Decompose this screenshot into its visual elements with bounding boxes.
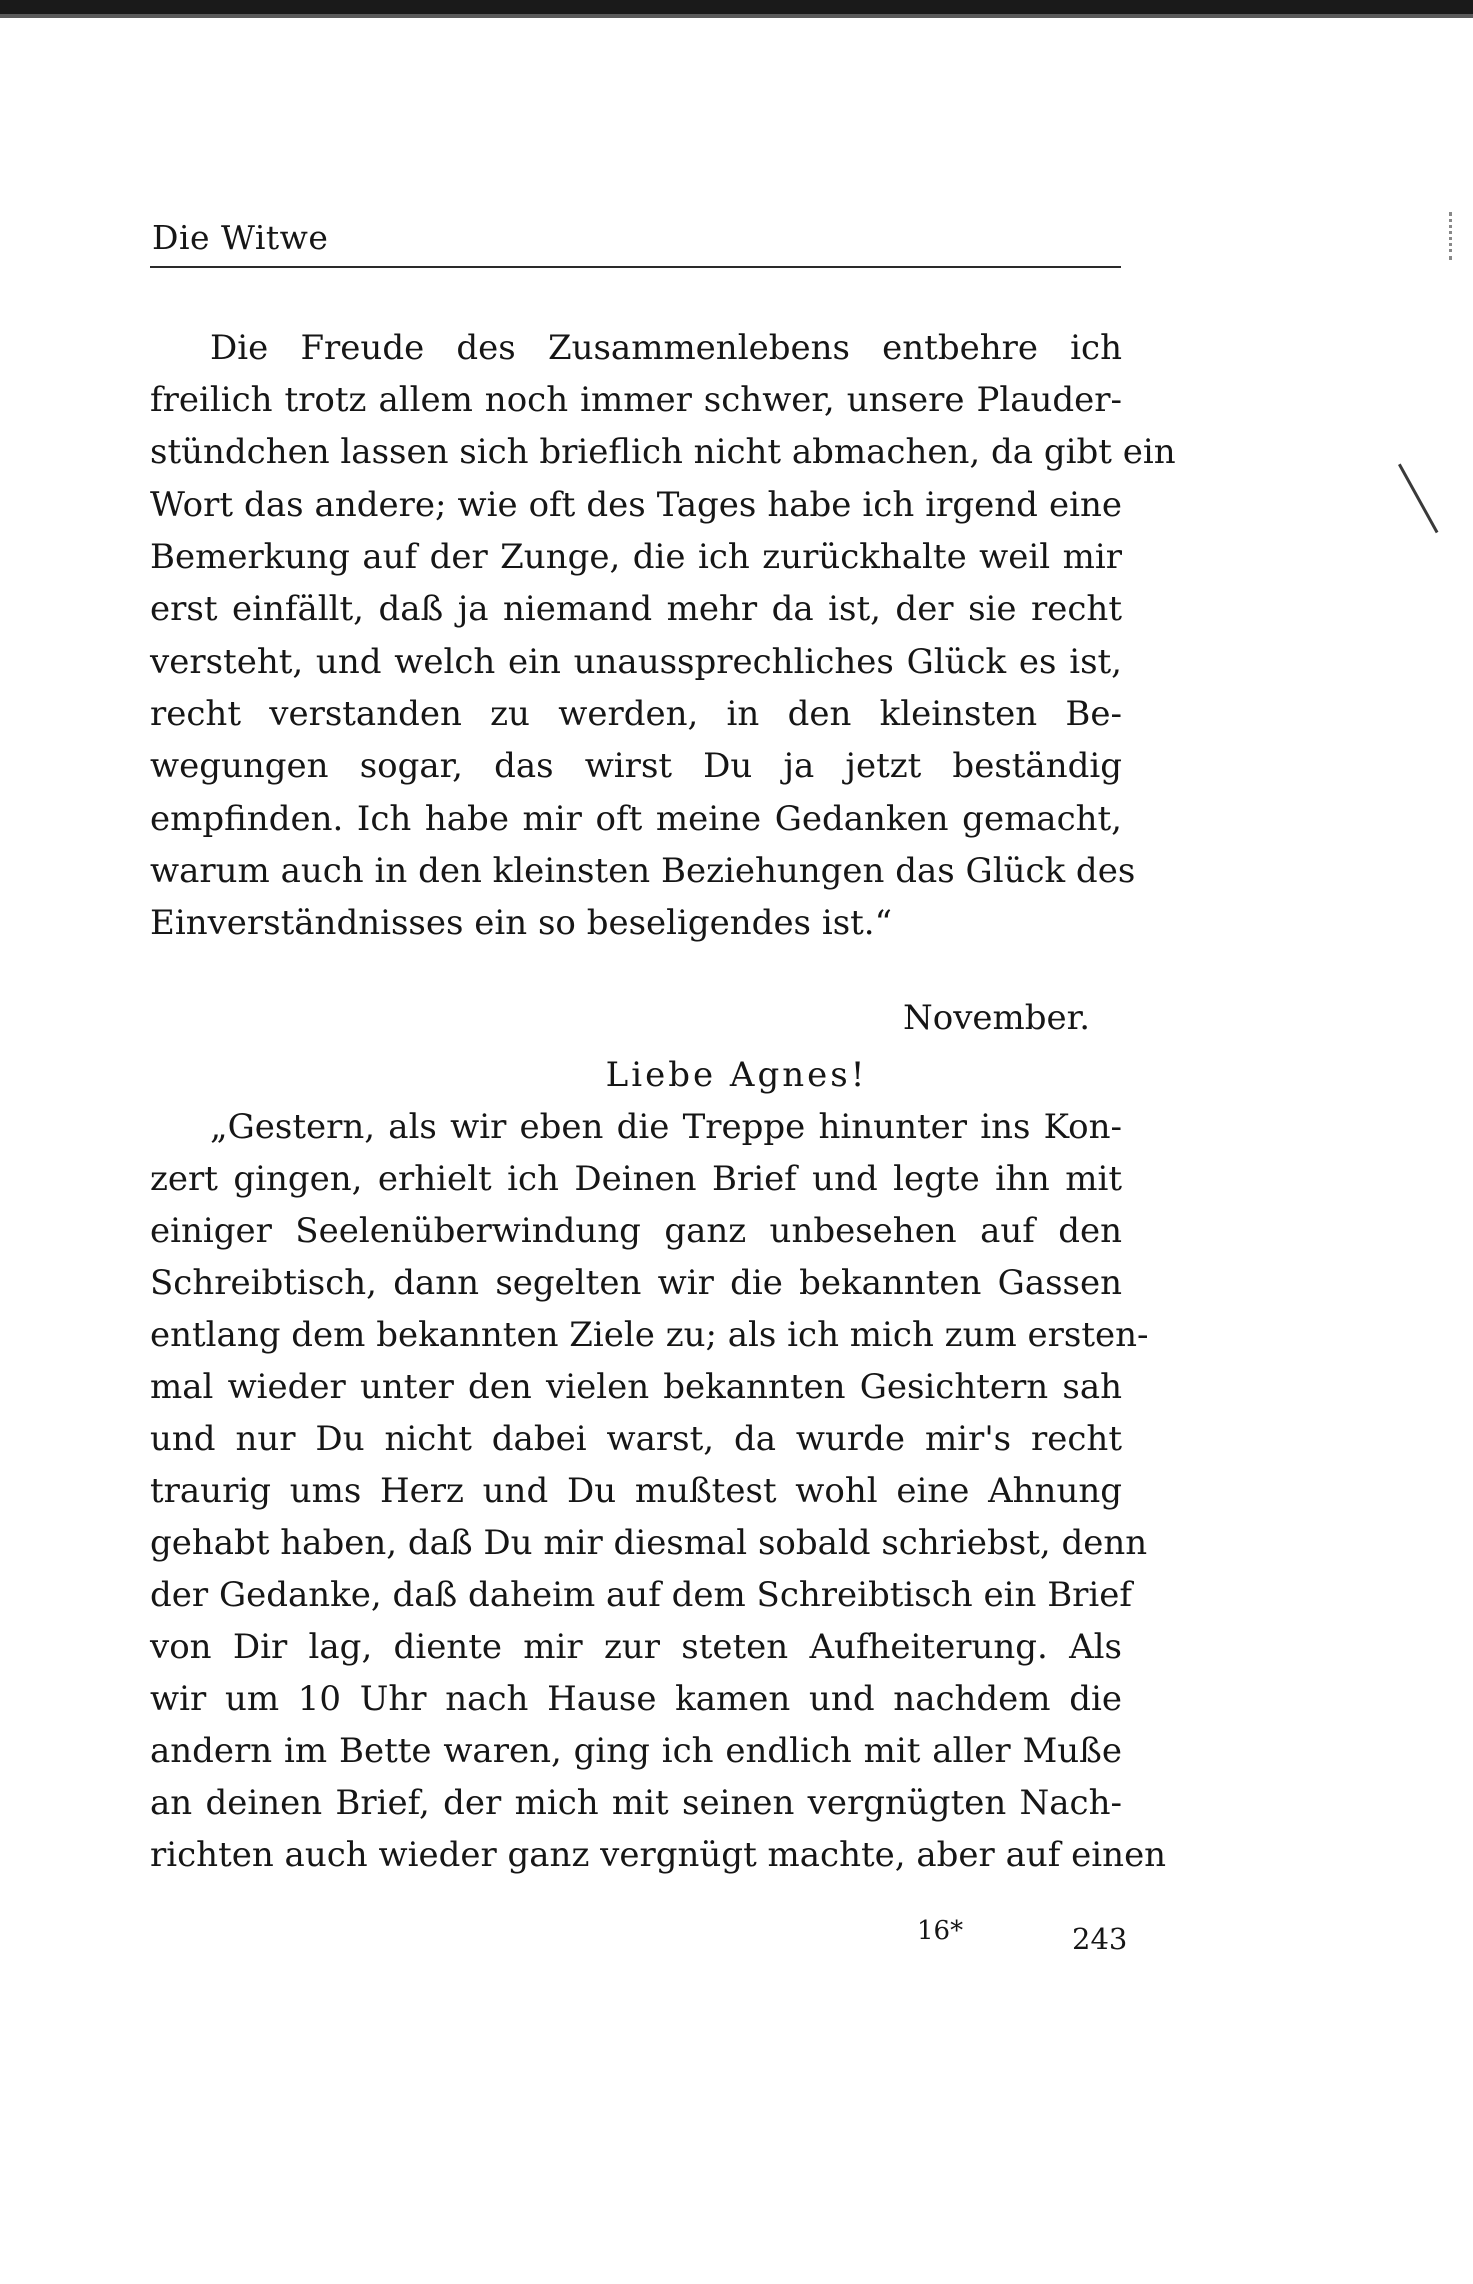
page-number: 243 <box>1072 1922 1128 1956</box>
text-line: der Gedanke, daß daheim auf dem Schreibtisch ein Brief <box>150 1575 1133 1615</box>
text-line: warum auch in den kleinsten Beziehungen das Glück des <box>150 851 1136 891</box>
text-line: wir um 10 Uhr nach Hause kamen und nachdem die <box>150 1679 1122 1719</box>
text-line: andern im Bette waren, ging ich endlich mit aller Muße <box>150 1731 1122 1771</box>
text-line: stündchen lassen sich brieflich nicht abmachen, da gibt ein <box>150 432 1176 472</box>
signature-mark: 16* <box>917 1916 964 1946</box>
text-line: richten auch wieder ganz vergnügt machte, aber auf einen <box>150 1835 1167 1875</box>
letter-salutation: Liebe Agnes! <box>605 1055 868 1095</box>
text-line: empfinden. Ich habe mir oft meine Gedanken gemacht, <box>150 799 1122 839</box>
text-line: recht verstanden zu werden, in den kleinsten Be- <box>150 694 1122 734</box>
text-line: gehabt haben, daß Du mir diesmal sobald schriebst, denn <box>150 1523 1148 1563</box>
scan-border-shadow <box>0 14 1473 18</box>
margin-pencil-stroke <box>1398 464 1438 534</box>
margin-dots <box>1449 212 1455 260</box>
text-line: mal wieder unter den vielen bekannten Gesichtern sah <box>150 1367 1122 1407</box>
text-line: an deinen Brief, der mich mit seinen vergnügten Nach- <box>150 1783 1122 1823</box>
text-line: traurig ums Herz und Du mußtest wohl eine Ahnung <box>150 1471 1122 1511</box>
scan-border-top <box>0 0 1473 14</box>
text-line: von Dir lag, diente mir zur steten Aufheiterung. Als <box>150 1627 1122 1667</box>
text-line: Einverständnisses ein so beseligendes ist.“ <box>150 903 892 943</box>
header-rule <box>150 266 1121 268</box>
text-line: Die Freude des Zusammenlebens entbehre ich <box>210 328 1122 368</box>
text-line: versteht, und welch ein unaussprechliches Glück es ist, <box>150 642 1122 682</box>
letter-date: November. <box>903 998 1090 1038</box>
text-line: freilich trotz allem noch immer schwer, unsere Plauder- <box>150 380 1122 420</box>
running-head: Die Witwe <box>152 218 329 257</box>
text-line: entlang dem bekannten Ziele zu; als ich mich zum ersten- <box>150 1315 1149 1355</box>
text-line: zert gingen, erhielt ich Deinen Brief und legte ihn mit <box>150 1159 1122 1199</box>
text-line: „Gestern, als wir eben die Treppe hinunter ins Kon- <box>210 1107 1122 1147</box>
text-line: Wort das andere; wie oft des Tages habe ich irgend eine <box>150 485 1122 525</box>
text-line: Schreibtisch, dann segelten wir die bekannten Gassen <box>150 1263 1122 1303</box>
text-line: und nur Du nicht dabei warst, da wurde mir's recht <box>150 1419 1122 1459</box>
text-line: wegungen sogar, das wirst Du ja jetzt beständig <box>150 746 1122 786</box>
text-line: erst einfällt, daß ja niemand mehr da ist, der sie recht <box>150 589 1122 629</box>
text-line: einiger Seelenüberwindung ganz unbesehen auf den <box>150 1211 1122 1251</box>
text-line: Bemerkung auf der Zunge, die ich zurückhalte weil mir <box>150 537 1122 577</box>
